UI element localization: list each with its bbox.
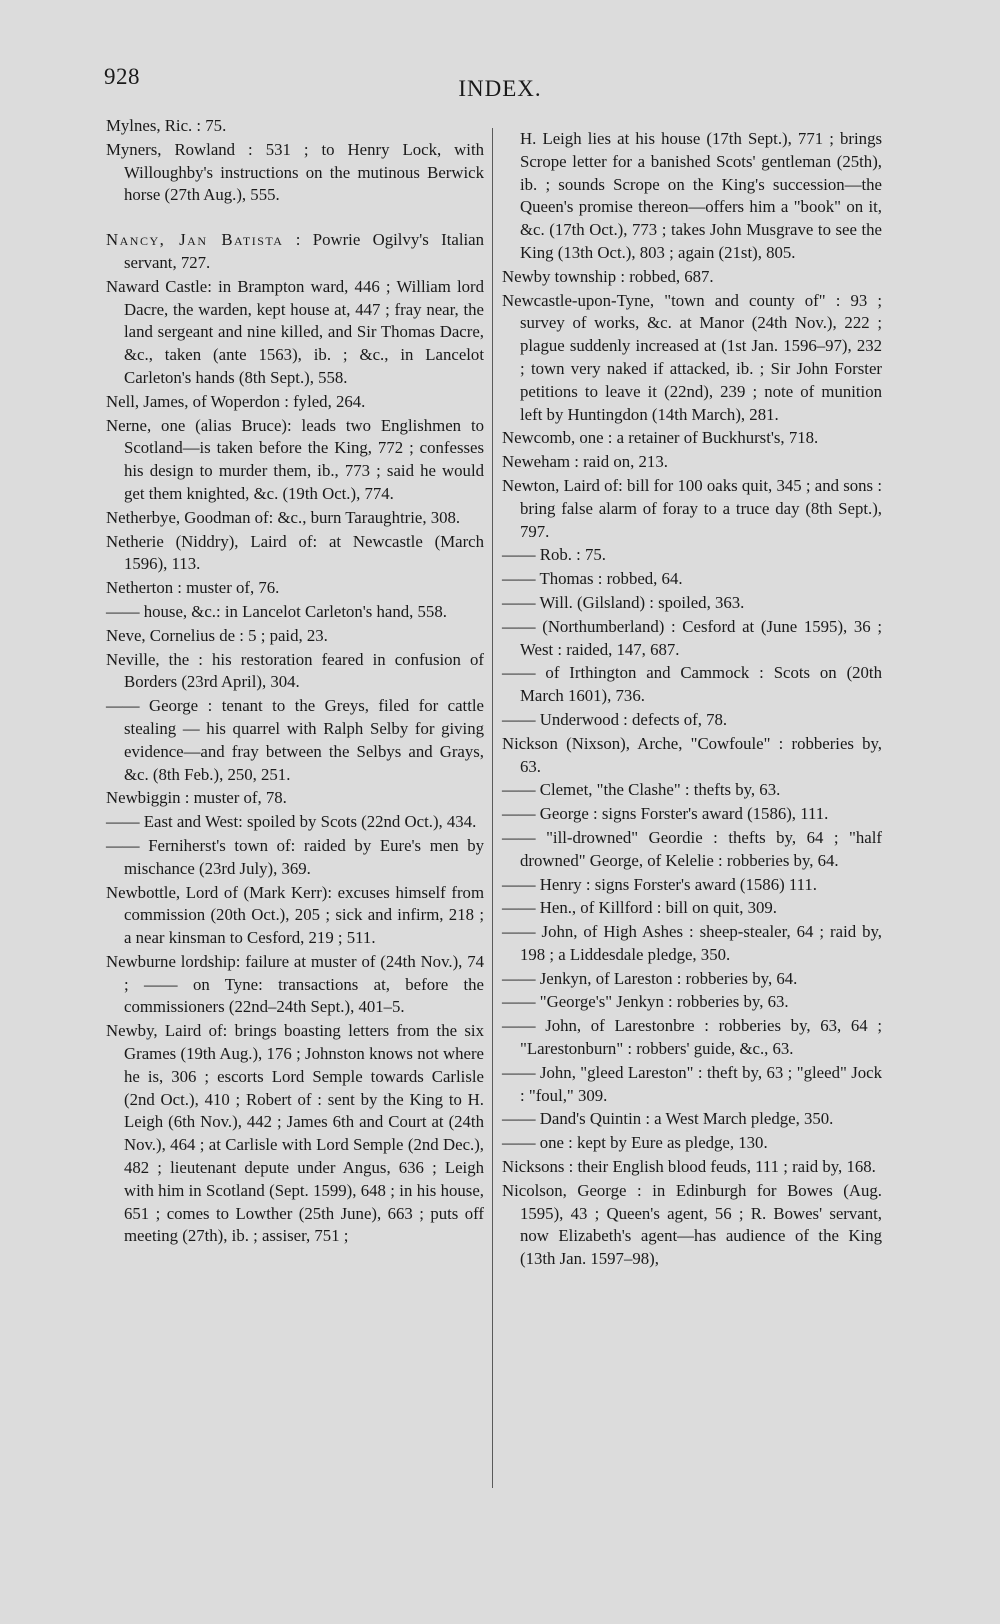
index-entry: —— of Irthington and Cammock : Scots on (20th March 1601), 736. [502,663,882,706]
index-entry: —— George : tenant to the Greys, filed for cattle stealing — his quarrel with Ralph Selby for giving evidence—and fray between the Selbys and Grays, &c. (8th Feb.), 250, 251. [106,696,484,784]
index-entry: Nerne, one (alias Bruce): leads two Englishmen to Scotland—is taken before the King, 772 ; confesses his design to murder them, ib., 773 ; said he would get them knighted, &c. (19th Oct.), 774. [106,415,484,503]
index-entry: —— Jenkyn, of Lareston : robberies by, 64. [502,968,798,988]
index-entry: —— John, "gleed Lareston" : theft by, 63 ; "gleed" Jock : "foul," 309. [502,1062,882,1105]
index-entry: Neweham : raid on, 213. [502,452,668,472]
index-entry: —— "George's" Jenkyn : robberies by, 63. [502,992,789,1012]
index-entry: —— George : signs Forster's award (1586), 111. [502,804,829,824]
left-column [106,115,484,1249]
index-entry: —— John, of High Ashes : sheep-stealer, 64 ; raid by, 198 ; a Liddesdale pledge, 350. [502,922,882,964]
index-entry: —— one : kept by Eure as pledge, 130. [502,1133,768,1153]
page-number: 928 [104,64,140,89]
index-entry: —— Rob. : 75. [502,545,606,565]
index-entry: —— "ill-drowned" Geordie : thefts by, 64 ; "half drowned" George, of Kelelie : robberies by, 64. [502,827,882,870]
index-entry: —— Thomas : robbed, 64. [502,569,683,589]
right-column [502,128,882,1272]
index-entry: Newburne lordship: failure at muster of (24th Nov.), 74 ; —— on Tyne: transactions at, before the commissioners (22nd–24th Sept.), 401–5. [106,951,484,1017]
entry-text: : Powrie Ogilvy's Italian servant, 727. [124,230,484,272]
index-entry: —— Ferniherst's town of: raided by Eure's men by mischance (23rd July), 369. [106,835,484,878]
index-entry: —— Dand's Quintin : a West March pledge, 350. [502,1109,834,1129]
index-entry: —— (Northumberland) : Cesford at (June 1595), 36 ; West : raided, 147, 687. [502,616,882,659]
index-entry: Newby township : robbed, 687. [502,266,714,286]
index-entry: Myners, Rowland : 531 ; to Henry Lock, with Willoughby's instructions on the mutinous Berwick horse (27th Aug.), 555. [106,139,484,205]
index-entry: Nickson (Nixson), Arche, "Cowfoule" : robberies by, 63. [502,733,882,776]
index-entry: Newbiggin : muster of, 78. [106,788,287,808]
index-entry: Newton, Laird of: bill for 100 oaks quit, 345 ; and sons : bring false alarm of foray to a truce day (8th Sept.), 797. [502,475,882,541]
index-entry: Netherton : muster of, 76. [106,578,280,598]
entry-headword: Nancy, Jan Batista [106,230,284,250]
running-head: INDEX. [458,76,542,101]
index-entry: —— Clemet, "the Clashe" : thefts by, 63. [502,780,781,800]
index-entry: Newbottle, Lord of (Mark Kerr): excuses himself from commission (20th Oct.), 205 ; sick and infirm, 218 ; a near kinsman to Cesford, 219 ; 511. [106,882,484,948]
index-entry: Newcastle-upon-Tyne, "town and county of" : 93 ; survey of works, &c. at Manor (24th Nov.), 222 ; plague suddenly increased at (1st Jan. 1596–97), 232 ; town very naked if attacked, ib. ; Sir John Forster petitions to leave it (22nd), 239 ; note of munition left by Huntingdon (14th March), 281. [502,290,882,424]
index-entry: —— Henry : signs Forster's award (1586) 111. [502,874,817,894]
index-entry: —— Hen., of Killford : bill on quit, 309. [502,898,778,918]
index-entry [106,229,484,275]
column-divider [492,128,493,1488]
index-entry: Neve, Cornelius de : 5 ; paid, 23. [106,625,328,645]
index-entry: Naward Castle: in Brampton ward, 446 ; William lord Dacre, the warden, kept house at, 447 ; fray near, the land sergeant and nine killed, and Sir Thomas Dacre, &c., taken (ante 1563), ib. ; &c., in Lancelot Carleton's hands (8th Sept.), 558. [106,276,484,387]
index-entry: Mylnes, Ric. : 75. [106,116,227,135]
index-entry: Newcomb, one : a retainer of Buckhurst's, 718. [502,428,819,448]
index-entry: Newby, Laird of: brings boasting letters from the six Grames (19th Aug.), 176 ; Johnston knows not where he is, 306 ; escorts Lord Semple towards Carlisle (2nd Oct.), 410 ; Robert of : sent by the King to H. Leigh (6th Nov.), 442 ; James 6th and Court at (24th Nov.), 464 ; at Carlisle with Lord Semple (2nd Dec.), 482 ; lieutenant depute under Angus, 636 ; Leigh with him in Scotland (Sept. 1599), 648 ; in his house, 651 ; comes to Lowther (25th June), 663 ; puts off meeting (27th), ib. ; assiser, 751 ; [106,1021,484,1246]
index-entry: Neville, the : his restoration feared in confusion of Borders (23rd April), 304. [106,649,484,692]
index-entry-continued: H. Leigh lies at his house (17th Sept.), 771 ; brings Scrope letter for a banished Scots' gentleman (25th), ib. ; sounds Scrope on the King's succession—the Queen's promise thereon—offers him a "book" on it, &c. (17th Oct.), 773 ; takes John Musgrave to see the King (13th Oct.), 803 ; again (21st), 805. [520,129,882,262]
index-entry: —— East and West: spoiled by Scots (22nd Oct.), 434. [106,812,477,832]
index-entry: —— John, of Larestonbre : robberies by, 63, 64 ; "Larestonburn" : robbers' guide, &c., 63. [502,1016,882,1059]
index-entry: —— Underwood : defects of, 78. [502,709,728,729]
index-entry: —— Will. (Gilsland) : spoiled, 363. [502,592,745,612]
index-entry: Nicksons : their English blood feuds, 111 ; raid by, 168. [502,1157,876,1177]
index-entry: Nicolson, George : in Edinburgh for Bowes (Aug. 1595), 43 ; Queen's agent, 56 ; R. Bowes' servant, now Elizabeth's agent—has audience of the King (13th Jan. 1597–98), [502,1180,882,1269]
index-entry: Netherbye, Goodman of: &c., burn Taraughtrie, 308. [106,507,461,527]
index-entry: —— house, &c.: in Lancelot Carleton's hand, 558. [106,601,447,621]
index-entry: Netherie (Niddry), Laird of: at Newcastle (March 1596), 113. [106,531,484,574]
index-entry: Nell, James, of Woperdon : fyled, 264. [106,391,366,411]
